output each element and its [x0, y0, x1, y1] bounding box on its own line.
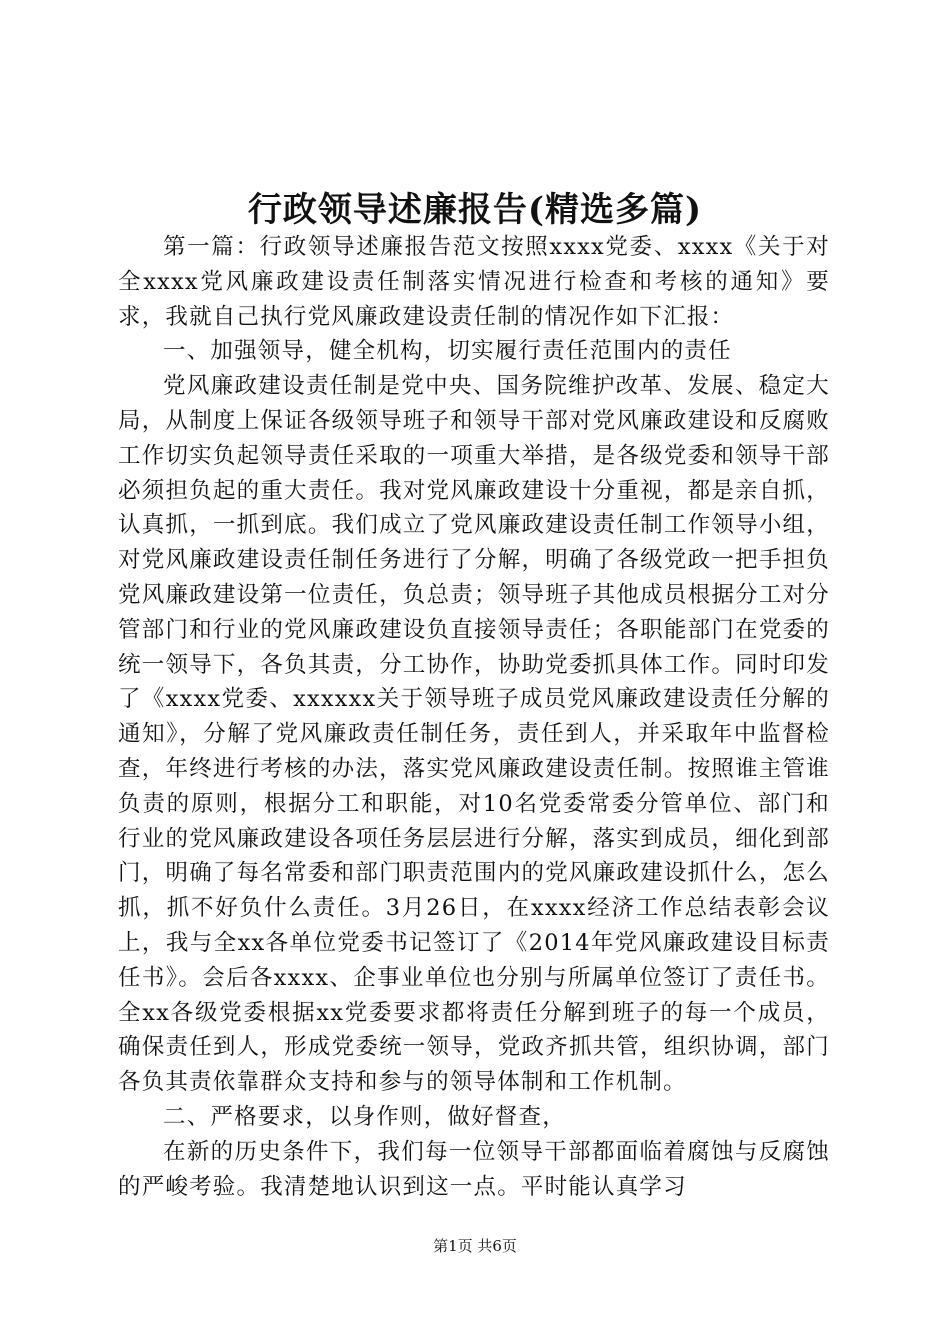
paragraph-intro: 第一篇：行政领导述廉报告范文按照xxxx党委、xxxx《关于对全xxxx党风廉政建设责任制落实情况进行检查和考核的通知》要求，我就自己执行党风廉政建设责任制的情况作如下汇报： — [118, 234, 830, 330]
document-body — [118, 230, 830, 1204]
paragraph-section-1: 党风廉政建设责任制是党中央、国务院维护改革、发展、稳定大局，从制度上保证各级领导班子和领导干部对党风廉政建设和反腐败工作切实负起领导责任采取的一项重大举措，是各级党委和领导干部必须担负起的重大责任。我对党风廉政建设十分重视，都是亲自抓，认真抓，一抓到底。我们成立了党风廉政建设责任制工作领导小组，对党风廉政建设责任制任务进行了分解，明确了各级党政一把手担负党风廉政建设第一位责任，负总责；领导班子其他成员根据分工对分管部门和行业的党风廉政建设负直接领导责任；各职能部门在党委的统一领导下，各负其责，分工协作，协助党委抓具体工作。同时印发了《xxxx党委、xxxxxx关于领导班子成员党风廉政建设责任分解的通知》，分解了党风廉政责任制任务，责任到人，并采取年中监督检查，年终进行考核的办法，落实党风廉政建设责任制。按照谁主管谁负责的原则，根据分工和职能，对10名党委常委分管单位、部门和行业的党风廉政建设各项任务层层进行分解，落实到成员，细化到部门，明确了每名常委和部门职责范围内的党风廉政建设抓什么，怎么抓，抓不好负什么责任。3月26日，在xxxx经济工作总结表彰会议上，我与全xx各单位党委书记签订了《2014年党风廉政建设目标责任书》。会后各xxxx、企事业单位也分别与所属单位签订了责任书。全xx各级党委根据xx党委要求都将责任分解到班子的每一个成员，确保责任到人，形成党委统一领导，党政齐抓共管，组织协调，部门各负其责依靠群众支持和参与的领导体制和工作机制。 — [118, 373, 830, 1096]
paragraph-section-2: 在新的历史条件下，我们每一位领导干部都面临着腐蚀与反腐蚀的严峻考验。我清楚地认识到这一点。平时能认真学习 — [118, 1138, 830, 1200]
section-heading-2: 二、严格要求，以身作则，做好督查， — [163, 1103, 566, 1130]
page-footer: 第1页 共6页 — [433, 1237, 517, 1255]
section-heading-1: 一、加强领导，健全机构，切实履行责任范围内的责任 — [163, 338, 732, 365]
document-title: 行政领导述廉报告(精选多篇) — [247, 190, 703, 230]
